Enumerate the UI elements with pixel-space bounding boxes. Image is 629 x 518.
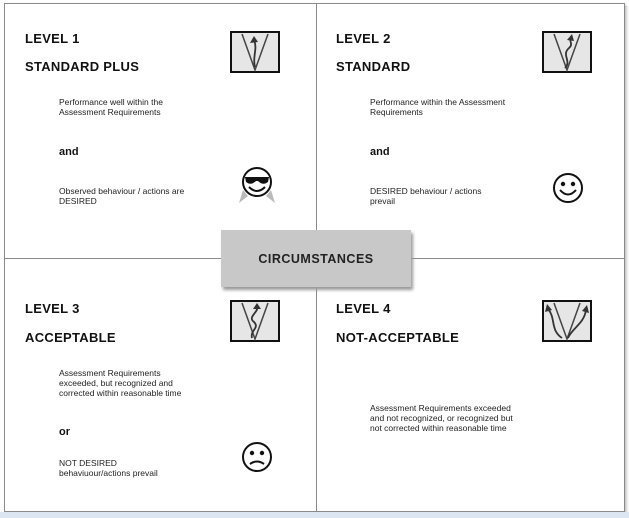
level-label: LEVEL 3 <box>25 301 80 316</box>
conjunction: and <box>370 146 390 158</box>
level-label: LEVEL 1 <box>25 31 80 46</box>
level-description: Performance well within the Assessment Requirements <box>59 97 163 117</box>
level-description: Assessment Requirements exceeded, but recognized and corrected within reasonable time <box>59 368 182 398</box>
level-name: NOT-ACCEPTABLE <box>336 330 460 345</box>
behaviour-description: Observed behaviour / actions are DESIRED <box>59 186 185 206</box>
circumstances-label: CIRCUMSTANCES <box>221 230 411 287</box>
arrow-exceeding-v-icon <box>542 300 592 342</box>
level-name: STANDARD <box>336 59 411 74</box>
bottom-strip <box>0 512 629 518</box>
level-description: Performance within the Assessment Requirements <box>370 97 506 117</box>
level-name: ACCEPTABLE <box>25 330 116 345</box>
behaviour-description: NOT DESIRED behaviuour/actions prevail <box>59 458 158 478</box>
neutral-face-icon <box>239 441 275 473</box>
arrow-corrected-within-v-icon <box>230 300 280 342</box>
behaviour-description: DESIRED behaviour / actions prevail <box>370 186 482 206</box>
level-label: LEVEL 2 <box>336 31 391 46</box>
arrow-up-within-v-icon <box>230 31 280 73</box>
wavy-arrow-within-v-icon <box>542 31 592 73</box>
level-name: STANDARD PLUS <box>25 59 140 74</box>
level-description: Assessment Requirements exceeded and not recognized, or recognized but not corrected within reasonable time <box>370 403 513 433</box>
level-label: LEVEL 4 <box>336 301 391 316</box>
cool-smiley-icon <box>238 166 276 204</box>
conjunction: and <box>59 146 79 158</box>
conjunction: or <box>59 426 70 438</box>
smiley-icon <box>550 172 586 204</box>
